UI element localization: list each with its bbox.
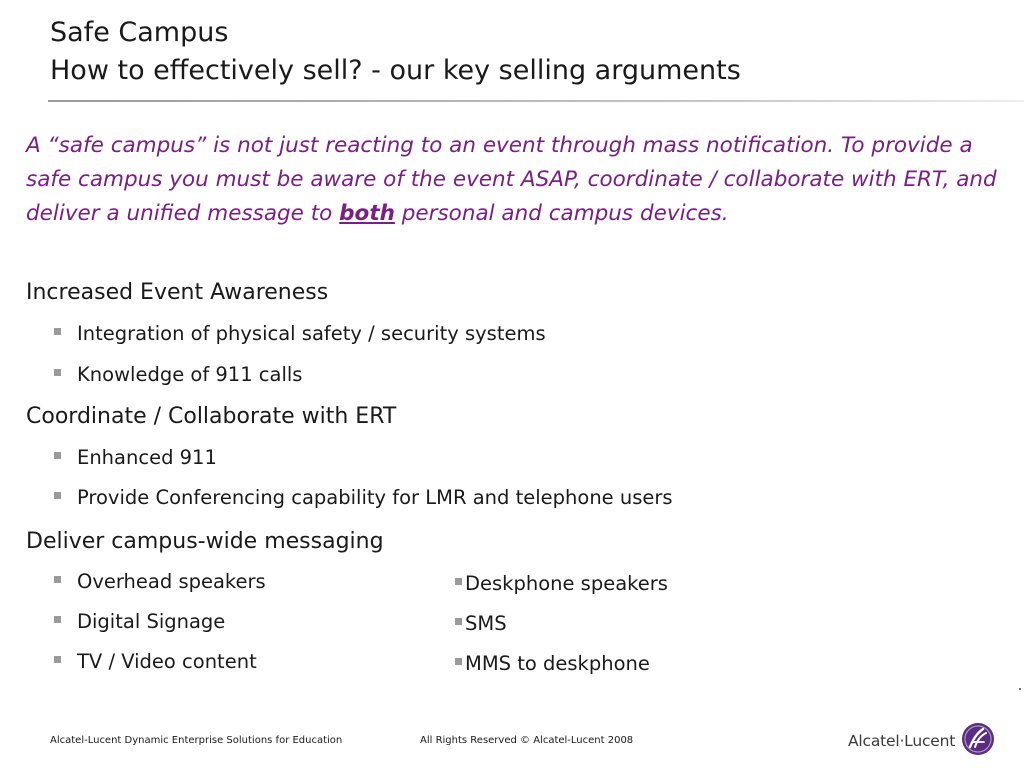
section-heading-awareness: Increased Event Awareness [26, 280, 329, 305]
bullet-item-right [455, 610, 507, 638]
bullet-square-icon [54, 616, 61, 623]
bullet-square-icon [54, 328, 61, 335]
corner-mark [1019, 688, 1021, 690]
bullet-square-icon [54, 576, 61, 583]
bullet-text: TV / Video content [77, 650, 257, 673]
bullet-item-right [455, 570, 668, 598]
footer-copyright: All Rights Reserved © Alcatel-Lucent 2008 [420, 735, 634, 746]
bullet-square-icon [54, 492, 61, 499]
footer-left-text: Alcatel-Lucent Dynamic Enterprise Solutions for Education [50, 735, 343, 746]
slide-title-line2: How to effectively sell? - our key selling arguments [50, 55, 741, 86]
lead-statement [26, 129, 1011, 231]
alcatel-lucent-logo-icon [961, 722, 995, 760]
section-heading-coordinate: Coordinate / Collaborate with ERT [26, 404, 397, 429]
bullet-item [54, 608, 225, 636]
bullet-text: Provide Conferencing capability for LMR and telephone users [77, 486, 673, 509]
bullet-item [54, 484, 673, 512]
bullet-item [54, 444, 217, 472]
bullet-square-icon [455, 658, 462, 665]
brand-logo [848, 722, 995, 760]
title-divider [48, 100, 1024, 102]
slide-title-line1: Safe Campus [50, 17, 229, 48]
bullet-text: Integration of physical safety / security systems [77, 322, 546, 345]
bullet-square-icon [54, 369, 61, 376]
bullet-square-icon [455, 578, 462, 585]
bullet-text: Digital Signage [77, 610, 226, 633]
bullet-text: MMS to deskphone [465, 652, 650, 675]
bullet-item [54, 648, 257, 676]
bullet-item-right [455, 650, 650, 678]
bullet-square-icon [54, 656, 61, 663]
bullet-text: SMS [465, 612, 507, 635]
logo-text: Alcatel·Lucent [848, 732, 956, 750]
bullet-text: Enhanced 911 [77, 446, 217, 469]
lead-emphasis: both [339, 201, 395, 226]
bullet-item [54, 320, 546, 348]
bullet-square-icon [54, 452, 61, 459]
bullet-text: Knowledge of 911 calls [77, 363, 303, 386]
bullet-square-icon [455, 618, 462, 625]
bullet-text: Overhead speakers [77, 570, 266, 593]
lead-text-part1: A “safe campus” is not just reacting to an event through mass notification. To provide a safe campus you must be aware of the event ASAP, coordinate / collaborate with ERT, and deliver a unified message to [26, 133, 997, 226]
section-heading-messaging: Deliver campus-wide messaging [26, 529, 384, 554]
lead-text-part2: personal and campus devices. [394, 201, 729, 226]
bullet-text: Deskphone speakers [465, 572, 668, 595]
bullet-item [54, 361, 302, 389]
bullet-item [54, 568, 266, 596]
slide-title [50, 14, 741, 90]
